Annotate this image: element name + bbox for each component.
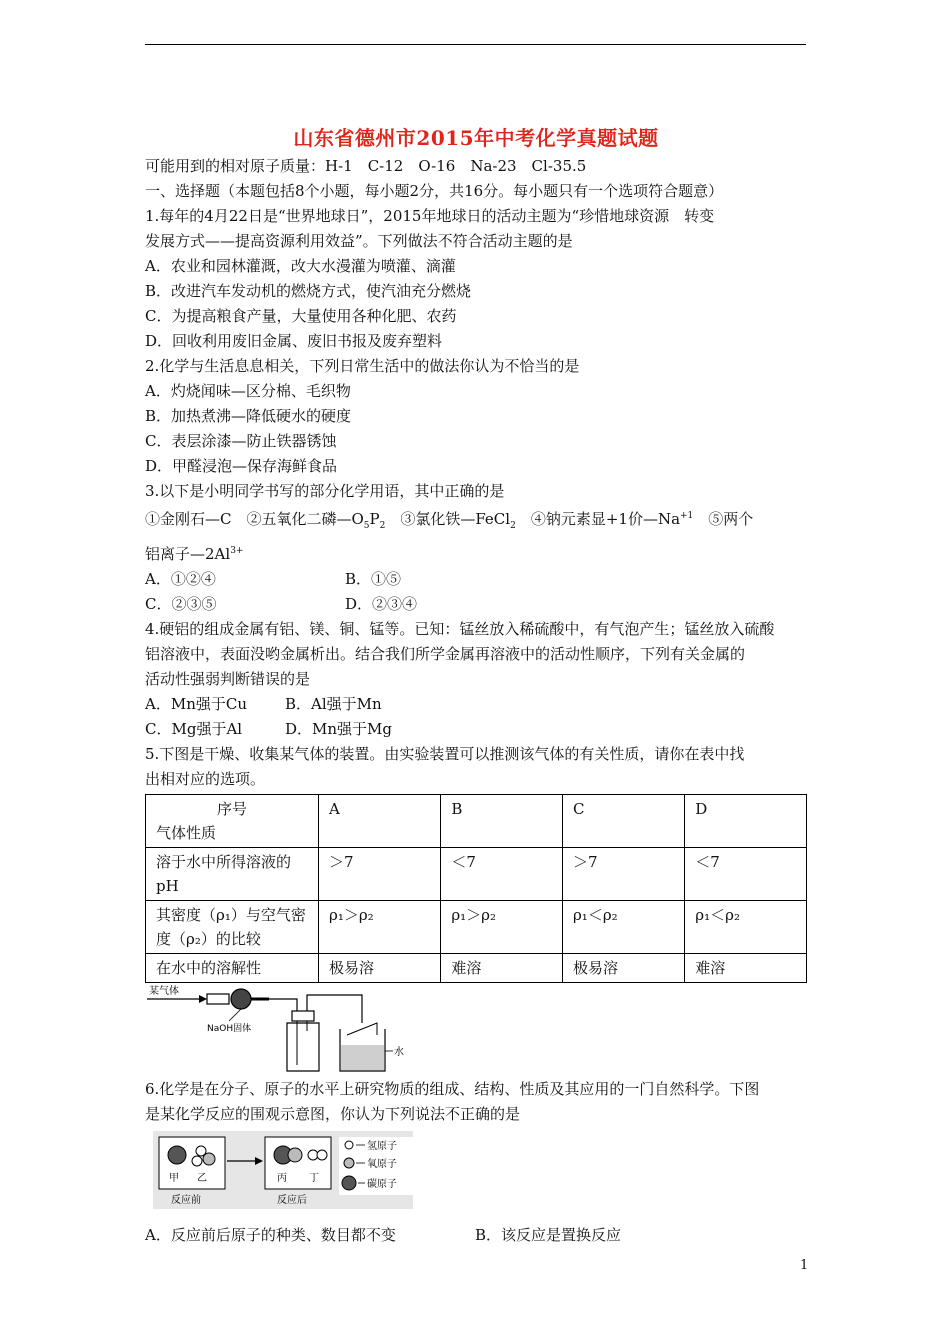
q6-options-row1	[145, 1223, 807, 1248]
q6-stem-line1: 6.化学是在分子、原子的水平上研究物质的组成、结构、性质及其应用的一门自然科学。下图	[145, 1080, 760, 1098]
q4-option-d: D．Mn强于Mg	[285, 720, 393, 738]
q5-stem-line1: 5.下图是干燥、收集某气体的装置。由实验装置可以推测该气体的有关性质，请你在表中找	[145, 745, 745, 763]
table-col-b: B	[441, 795, 563, 848]
table-row	[146, 954, 807, 983]
table-col-d: D	[685, 795, 807, 848]
atomic-masses: 可能用到的相对原子质量：H-1 C-12 O-16 Na-23 Cl-35.5	[145, 157, 587, 175]
q2-stem: 2.化学与生活息息相关，下列日常生活中的做法你认为不恰当的是	[145, 357, 580, 375]
table-cell: ＜7	[441, 848, 563, 901]
gas-apparatus-diagram	[147, 983, 417, 1075]
q2-option-d: D．甲醛浸泡—保存海鲜食品	[145, 457, 338, 475]
table-cell: 难溶	[441, 954, 563, 983]
q1-option-d: D．回收利用废旧金属、废旧书报及废弃塑料	[145, 332, 443, 350]
table-row-label-ph: 溶于水中所得溶液的pH	[146, 848, 319, 901]
table-cell: ρ₁＜ρ₂	[685, 901, 807, 954]
table-cell: ρ₁＞ρ₂	[319, 901, 441, 954]
table-header-bottom: 气体性质	[156, 824, 217, 842]
q2-option-a: A．灼烧闻味—区分棉、毛织物	[145, 382, 351, 400]
question-5	[145, 742, 807, 1075]
table-header-row	[146, 795, 807, 848]
q1-option-c: C．为提高粮食产量，大量使用各种化肥、农药	[145, 307, 457, 325]
table-row-label-solubility: 在水中的溶解性	[146, 954, 319, 983]
q3-options-row1	[145, 567, 807, 592]
label-yi: 乙	[197, 1173, 207, 1184]
water-label: 水	[394, 1047, 404, 1058]
q3-stem: 3.以下是小明同学书写的部分化学用语，其中正确的是	[145, 482, 505, 500]
q3-item-text-c: ④钠元素显+1价—Na	[515, 510, 681, 528]
q3-option-b: B．①⑤	[345, 570, 402, 588]
water-beaker	[340, 1023, 393, 1071]
header-rule	[145, 44, 806, 45]
table-cell: ＞7	[319, 848, 441, 901]
q3-item-text-p: P	[369, 510, 380, 528]
q6-stem-line2: 是某化学反应的围观示意图，你认为下列说法不正确的是	[145, 1105, 521, 1123]
legend-hydrogen: 氢原子	[367, 1141, 397, 1152]
q3-items-line2	[145, 539, 807, 567]
legend-carbon: 碳原子	[367, 1179, 397, 1190]
table-cell: ρ₁＞ρ₂	[441, 901, 563, 954]
question-4	[145, 617, 807, 742]
label-bing: 丙	[277, 1173, 287, 1184]
table-row	[146, 848, 807, 901]
label-after: 反应后	[277, 1195, 307, 1206]
q1-stem-line1: 1.每年的4月22日是“世界地球日”，2015年地球日的活动主题为“珍惜地球资源 转变	[145, 207, 715, 225]
table-cell: 极易溶	[562, 954, 684, 983]
q2-option-b: B．加热煮沸—降低硬水的硬度	[145, 407, 352, 425]
table-cell: ＞7	[562, 848, 684, 901]
q3-items-line1	[145, 504, 807, 539]
q3-item-text-d: ⑤两个	[693, 510, 754, 528]
q3-superscript-3plus: 3+	[230, 546, 244, 556]
q4-option-b: B．Al强于Mn	[285, 695, 382, 713]
page-title: 山东省德州市2015年中考化学真题试题	[293, 126, 659, 150]
label-ding: 丁	[309, 1173, 319, 1184]
section-heading: 一、选择题（本题包括8个小题，每小题2分，共16分。每小题只有一个选项符合题意）	[145, 182, 724, 200]
q3-item-text-b: ③氯化铁—FeCl	[385, 510, 511, 528]
question-3	[145, 479, 807, 617]
table-row-label-density: 其密度（ρ₁）与空气密度（ρ₂）的比较	[146, 901, 319, 954]
q3-option-a: A．①②④	[145, 570, 216, 588]
table-header-top: 序号	[216, 800, 247, 818]
q3-item-text-a: ①金刚石—C ②五氧化二磷—O	[145, 510, 364, 528]
after-box	[265, 1137, 331, 1189]
q3-subscript-5: 5	[363, 521, 370, 531]
q4-stem-line2: 铝溶液中，表面没哟金属析出。结合我们所学金属再溶液中的活动性顺序，下列有关金属的	[145, 645, 746, 663]
q2-option-c: C．表层涂漆—防止铁器锈蚀	[145, 432, 337, 450]
table-cell: 极易溶	[319, 954, 441, 983]
q4-option-c: C．Mg强于Al	[145, 720, 243, 738]
q6-option-a: A．反应前后原子的种类、数目都不变	[145, 1226, 396, 1244]
question-1	[145, 204, 807, 354]
q1-option-a: A．农业和园林灌溉，改大水漫灌为喷灌、滴灌	[145, 257, 456, 275]
q1-option-b: B．改进汽车发动机的燃烧方式，使汽油充分燃烧	[145, 282, 472, 300]
q4-stem-line1: 4.硬铝的组成金属有铝、镁、铜、锰等。已知：锰丝放入稀硫酸中，有气泡产生；锰丝放入硫酸	[145, 620, 775, 638]
drying-tube	[207, 989, 269, 1021]
table-cell: ρ₁＜ρ₂	[562, 901, 684, 954]
label-jia: 甲	[169, 1173, 179, 1184]
q4-options-row2	[145, 717, 807, 742]
exam-content	[145, 124, 807, 1248]
gas-properties-table	[145, 794, 807, 983]
dryer-label: NaOH固体	[207, 1024, 252, 1034]
q5-stem-line2: 出相对应的选项。	[145, 770, 266, 788]
table-col-c: C	[562, 795, 684, 848]
q4-options-row1	[145, 692, 807, 717]
q4-option-a: A．Mn强于Cu	[145, 695, 247, 713]
table-cell: ＜7	[685, 848, 807, 901]
page-number: 1	[800, 1258, 809, 1273]
q3-options-row2	[145, 592, 807, 617]
q4-stem-line3: 活动性强弱判断错误的是	[145, 670, 311, 688]
legend-oxygen: 氧原子	[367, 1159, 397, 1170]
q3-superscript-plus1: +1	[680, 511, 694, 521]
q3-subscript-2b: 2	[510, 521, 516, 531]
question-2	[145, 354, 807, 479]
table-col-a: A	[319, 795, 441, 848]
q3-subscript-2a: 2	[379, 521, 386, 531]
label-before: 反应前	[171, 1195, 201, 1206]
reaction-diagram	[153, 1131, 443, 1221]
table-cell: 难溶	[685, 954, 807, 983]
q3-item-text-e: 铝离子—2Al	[145, 545, 231, 563]
q1-stem-line2: 发展方式——提高资源利用效益”。下列做法不符合活动主题的是	[145, 232, 573, 250]
question-6	[145, 1077, 807, 1248]
q3-option-d: D．②③④	[345, 595, 418, 613]
gas-label: 某气体	[149, 986, 179, 997]
q6-option-b: B．该反应是置换反应	[475, 1226, 622, 1244]
q3-option-c: C．②③⑤	[145, 595, 217, 613]
table-row	[146, 901, 807, 954]
table-corner-header	[146, 795, 319, 848]
